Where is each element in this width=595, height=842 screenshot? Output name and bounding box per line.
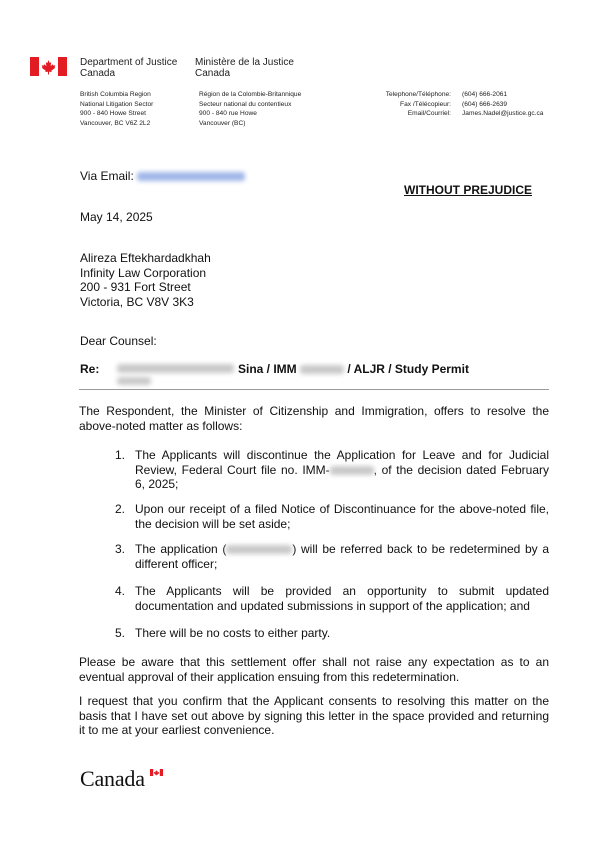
item-text-part: The application ( (135, 542, 227, 556)
redacted-name-line2 (117, 377, 151, 385)
address-en-line: 900 - 840 Howe Street (80, 110, 146, 118)
recipient-line: 200 - 931 Fort Street (80, 280, 191, 295)
re-label: Re: (80, 362, 100, 376)
item-text: The Applicants will be provided an opportunity to submit updated documentation and updated submissions in support of the application; and (135, 584, 549, 613)
contact-values (462, 90, 543, 119)
item-number: 5. (115, 626, 126, 640)
item-number: 1. (115, 448, 126, 462)
address-en (80, 90, 153, 128)
redacted-court-file (330, 466, 374, 475)
address-fr-line: 900 - 840 rue Howe (199, 110, 257, 118)
redacted-email (137, 172, 245, 181)
dept-fr-line2: Canada (195, 68, 231, 79)
contact-label-fax: Fax /Télécopieur: (400, 100, 451, 108)
contact-email[interactable]: James.Nadel@justice.gc.ca (462, 110, 544, 118)
via-email-line (80, 169, 245, 184)
list-item (115, 626, 549, 641)
item-text (135, 448, 549, 492)
recipient-line: Victoria, BC V8V 3K3 (80, 294, 194, 309)
canada-flag-icon (30, 57, 67, 76)
salutation: Dear Counsel: (80, 334, 157, 348)
item-text-part: , of the decision dated February 6, 2025; (135, 462, 549, 492)
address-fr-line: Région de la Colombie-Britannique (199, 91, 302, 98)
redacted-name (117, 364, 234, 373)
dept-en-line2: Canada (80, 68, 116, 79)
redacted-application-no (226, 545, 292, 554)
request-paragraph: I request that you confirm that the Applicant consents to resolving this matter on the basis that I have set out above by signing this letter in the space provided and returning it to me at your earliest convenience. (79, 694, 549, 738)
re-part2: / ALJR / Study Permit (347, 362, 469, 376)
address-fr (199, 90, 301, 128)
canada-wordmark: Canada (80, 766, 145, 791)
dept-fr-line1: Ministère de la Justice (195, 57, 294, 68)
re-subject (238, 362, 469, 377)
item-number: 3. (115, 542, 126, 556)
item-number: 4. (115, 584, 126, 598)
list-item (115, 448, 549, 492)
address-fr-line: Vancouver (BC) (199, 119, 246, 127)
contact-labels (340, 90, 451, 119)
contact-label-phone: Telephone/Téléphone: (385, 91, 451, 98)
without-prejudice-heading: WITHOUT PREJUDICE (404, 183, 533, 197)
re-divider (79, 389, 549, 390)
contact-phone: (604) 666-2061 (462, 91, 508, 98)
recipient-line: Infinity Law Corporation (80, 265, 207, 280)
via-email-label: Via Email: (80, 169, 134, 183)
dept-en-line1: Department of Justice (80, 57, 178, 68)
address-en-line: Vancouver, BC V6Z 2L2 (80, 119, 151, 127)
recipient-line: Alireza Eftekhardadkhah (80, 251, 211, 265)
dept-name-fr (195, 57, 294, 79)
item-number: 2. (115, 502, 126, 516)
item-text-part: The Applicants will discontinue the Application for Leave and for Judicial Review, Federal Court file no. IMM- (135, 448, 549, 477)
letter-date: May 14, 2025 (80, 210, 153, 224)
address-en-line: National Litigation Sector (80, 100, 154, 108)
item-text-part: ) will be referred back to be redetermined by a different officer; (135, 542, 549, 571)
intro-paragraph: The Respondent, the Minister of Citizenship and Immigration, offers to resolve the above-noted matter as follows: (79, 404, 549, 433)
recipient-block (80, 251, 211, 309)
address-fr-line: Secteur national du contentieux (199, 100, 292, 108)
contact-label-email: Email/Courriel: (407, 110, 451, 118)
awareness-paragraph: Please be aware that this settlement offer shall not raise any expectation as to an eventual approval of their application ensuing from this redetermination. (79, 655, 549, 684)
item-text: Upon our receipt of a filed Notice of Discontinuance for the above-noted file, the decision will be set aside; (135, 502, 549, 531)
canada-wordmark-flag-icon (150, 769, 163, 776)
list-item (115, 584, 549, 613)
list-item (115, 502, 549, 531)
contact-fax: (604) 666-2639 (462, 100, 508, 108)
list-item (115, 542, 549, 571)
redacted-file-no (300, 365, 344, 374)
re-part1: Sina / IMM (238, 362, 297, 376)
address-en-line: British Columbia Region (80, 91, 151, 98)
dept-name-en (80, 57, 177, 79)
item-text: There will be no costs to either party. (135, 626, 331, 640)
item-text (135, 542, 549, 571)
